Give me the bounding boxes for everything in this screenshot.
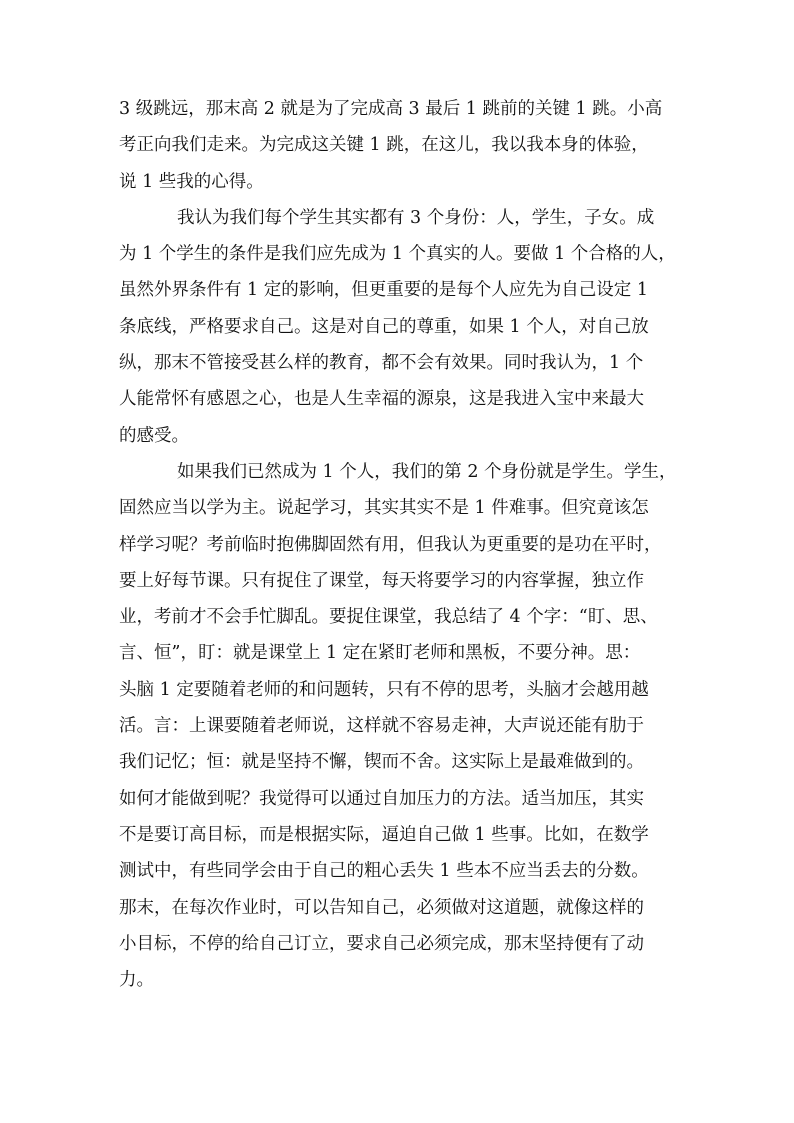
text-line: 考正向我们走来。为完成这关键 1 跳，在这儿，我以我本身的体验， <box>119 135 649 156</box>
text-line: 小目标，不停的给自己订立，要求自己必须完成，那末坚持便有了动 <box>119 933 644 954</box>
text-line: 言、恒”，盯：就是课堂上 1 定在紧盯老师和黑板，不要分神。思： <box>119 643 641 664</box>
text-line: 如果我们已然成为 1 个人，我们的第 2 个身份就是学生。学生， <box>177 461 677 482</box>
text-line: 说 1 些我的心得。 <box>119 171 264 192</box>
text-line: 条底线，严格要求自己。这是对自己的尊重，如果 1 个人，对自己放 <box>119 316 649 337</box>
paragraph-1 <box>119 91 675 200</box>
text-line: 如何才能做到呢？我觉得可以通过自加压力的方法。适当加压，其实 <box>119 788 644 809</box>
text-line: 测试中，有些同学会由于自己的粗心丢失 1 些本不应当丢去的分数。 <box>119 861 649 882</box>
text-line: 样学习呢？考前临时抱佛脚固然有用，但我认为更重要的是功在平时， <box>119 534 662 555</box>
text-line: 头脑 1 定要随着老师的和问题转，只有不停的思考，头脑才会越用越 <box>119 679 649 700</box>
text-line: 的感受。 <box>119 425 189 446</box>
text-line: 那末，在每次作业时，可以告知自己，必须做对这道题，就像这样的 <box>119 897 644 918</box>
text-line: 纵，那末不管接受甚么样的教育，都不会有效果。同时我认为，1 个 <box>119 353 644 374</box>
text-line: 活。言：上课要随着老师说，这样就不容易走神，大声说还能有肋于 <box>119 716 644 737</box>
text-line: 业，考前才不会手忙脚乱。要捉住课堂，我总结了 4 个字：“盯、思、 <box>119 607 658 628</box>
text-line: 3 级跳远，那末高 2 就是为了完成高 3 最后 1 跳前的关键 1 跳。小高 <box>119 99 663 119</box>
text-line: 为 1 个学生的条件是我们应先成为 1 个真实的人。要做 1 个合格的人， <box>119 244 676 265</box>
text-line: 人能常怀有感恩之心，也是人生幸福的源泉，这是我进入宝中来最大 <box>119 389 644 410</box>
document-body <box>119 91 675 998</box>
paragraph-3 <box>119 454 675 998</box>
text-line: 虽然外界条件有 1 定的影响，但更重要的是每个人应先为自己设定 1 <box>119 280 648 301</box>
paragraph-2 <box>119 200 675 454</box>
text-line: 我们记忆；恒：就是坚持不懈，锲而不舍。这实际上是最难做到的。 <box>119 752 644 773</box>
text-line: 我认为我们每个学生其实都有 3 个身份：人，学生，子女。成 <box>177 207 655 228</box>
text-line: 固然应当以学为主。说起学习，其实其实不是 1 件难事。但究竟该怎 <box>119 498 649 519</box>
text-line: 要上好每节课。只有捉住了课堂，每天将要学习的内容掌握，独立作 <box>119 570 644 591</box>
text-line: 力。 <box>119 970 154 991</box>
text-line: 不是要订高目标，而是根据实际，逼迫自己做 1 些事。比如，在数学 <box>119 824 649 845</box>
